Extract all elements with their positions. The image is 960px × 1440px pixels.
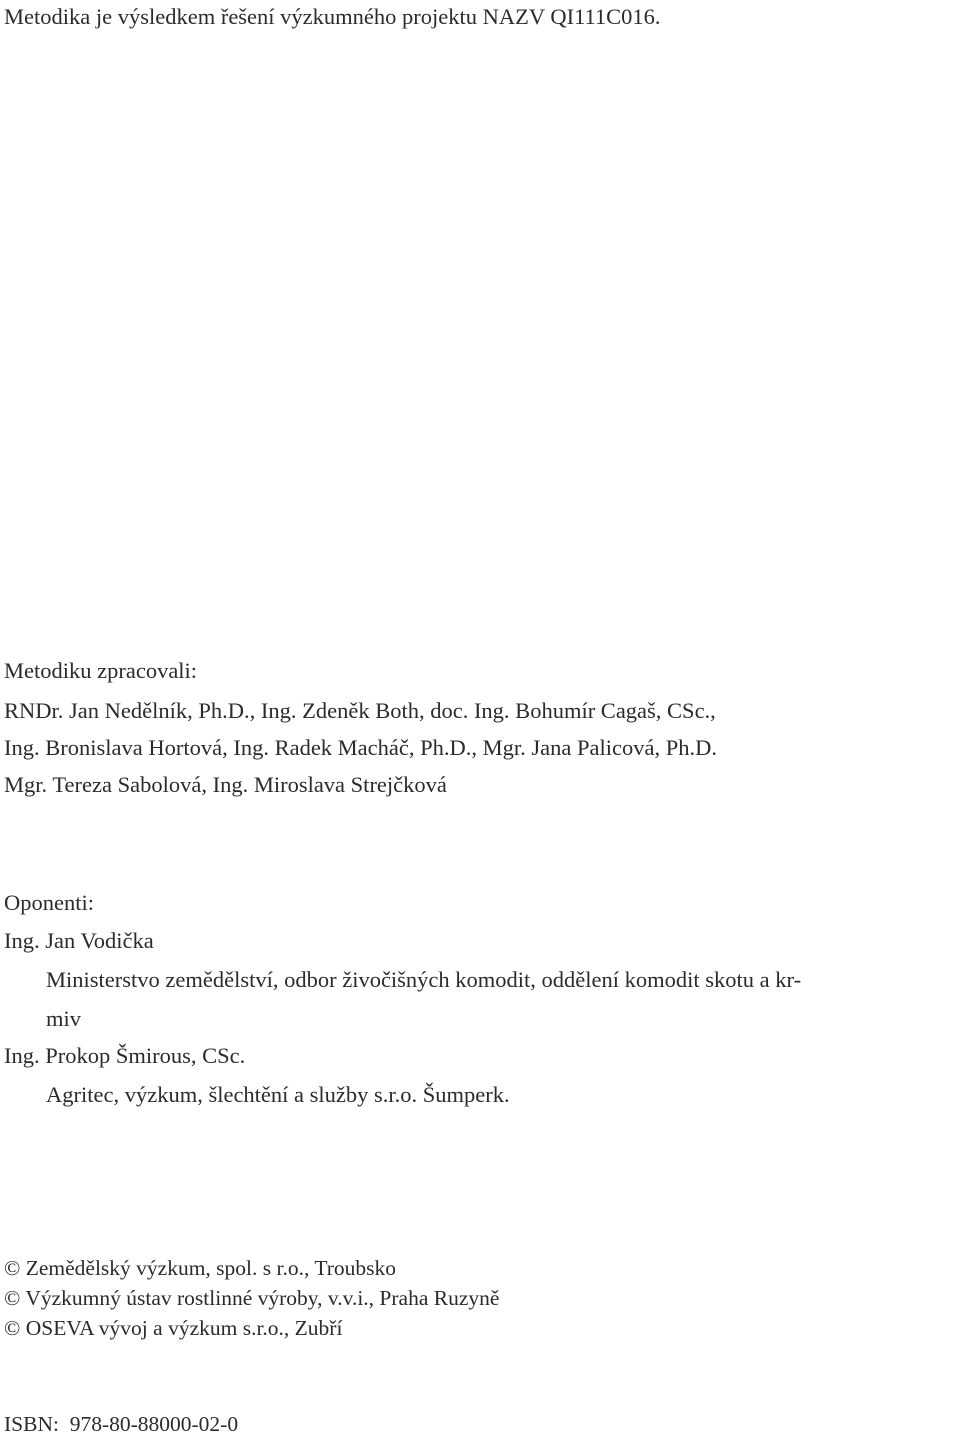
copyright-line: © Výzkumný ústav rostlinné výroby, v.v.i., Praha Ruzyně: [4, 1286, 500, 1310]
opponents-heading: Oponenti:: [4, 890, 94, 915]
opponent-name: Ing. Prokop Šmirous, CSc.: [4, 1043, 246, 1068]
copyright-line: © OSEVA vývoj a výzkum s.r.o., Zubří: [4, 1316, 343, 1340]
opponent-affiliation: Ministerstvo zemědělství, odbor živočišných komodit, oddělení komodit skotu a kr-: [46, 967, 802, 992]
authors-line: Mgr. Tereza Sabolová, Ing. Miroslava Strejčková: [4, 772, 447, 797]
opponent-name: Ing. Jan Vodička: [4, 928, 154, 953]
authors-heading: Metodiku zpracovali:: [4, 658, 198, 683]
opponent-affiliation: Agritec, výzkum, šlechtění a služby s.r.o. Šumperk.: [46, 1082, 510, 1107]
authors-line: Ing. Bronislava Hortová, Ing. Radek Macháč, Ph.D., Mgr. Jana Palicová, Ph.D.: [4, 735, 717, 760]
authors-line: RNDr. Jan Nedělník, Ph.D., Ing. Zdeněk Both, doc. Ing. Bohumír Cagaš, CSc.,: [4, 698, 716, 723]
project-note: Metodika je výsledkem řešení výzkumného projektu NAZV QI111C016.: [4, 4, 661, 29]
opponent-affiliation: miv: [46, 1006, 82, 1031]
isbn: ISBN: 978-80-88000-02-0: [4, 1412, 239, 1436]
copyright-line: © Zemědělský výzkum, spol. s r.o., Troubsko: [4, 1256, 396, 1280]
